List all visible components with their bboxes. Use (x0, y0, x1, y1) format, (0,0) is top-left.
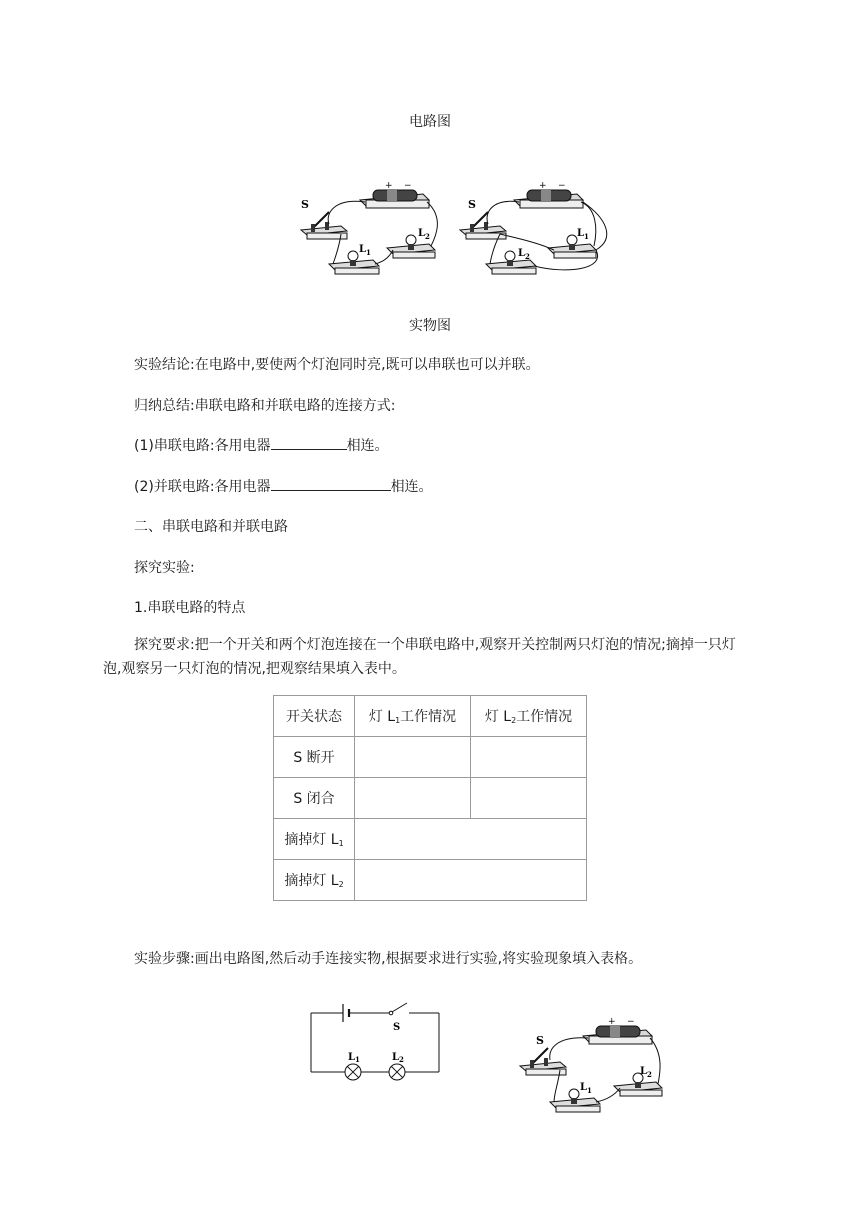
requirement-paragraph: 探究要求:把一个开关和两个灯泡连接在一个串联电路中,观察开关控制两只灯泡的情况;摘掉一只灯泡,观察另一只灯泡的情况,把观察结果填入表中。 (103, 637, 736, 677)
table-row (274, 860, 587, 901)
lamp1-label-2: $L_1$ (577, 228, 589, 241)
circuit-diagram-caption: 电路图 (409, 114, 451, 130)
cell-remove-l2-result[interactable] (355, 860, 587, 901)
row-switch-closed: S 闭合 (274, 778, 355, 819)
cell-remove-l1-result[interactable] (355, 819, 587, 860)
parallel-fill-line (134, 476, 433, 496)
schematic-l1-label: $L_1$ (348, 1052, 360, 1064)
schematic-switch-label: S (393, 1022, 401, 1033)
lamp2-label-3: $L_2$ (640, 1066, 652, 1079)
header-l2-status: 灯 $L_2$工作情况 (471, 696, 587, 737)
battery-plus-label-2: + (539, 181, 547, 191)
header-l1-status: 灯 $L_1$工作情况 (355, 696, 471, 737)
physical-diagram-caption: 实物图 (409, 318, 451, 334)
table-header-row (274, 696, 587, 737)
schematic-l2-label: $L_2$ (392, 1052, 404, 1064)
switch-label-3: S (536, 1034, 544, 1047)
lamp1-label: $L_1$ (359, 244, 371, 257)
experiment-conclusion: 实验结论:在电路中,要使两个灯泡同时亮,既可以串联也可以并联。 (134, 357, 540, 373)
switch-label-2: S (468, 198, 476, 211)
table-row (274, 778, 587, 819)
explore-heading: 探究实验: (134, 560, 195, 576)
battery-plus-label-3: + (608, 1017, 616, 1027)
series-schematic-diagram (305, 1000, 445, 1086)
lamp2-label-2: $L_2$ (518, 248, 530, 261)
observation-table (273, 695, 587, 901)
cell-open-l1[interactable] (355, 737, 471, 778)
parallel-answer-blank[interactable] (271, 476, 391, 491)
battery-plus-label: + (385, 181, 393, 191)
cell-closed-l1[interactable] (355, 778, 471, 819)
cell-open-l2[interactable] (471, 737, 587, 778)
battery-minus-label: − (404, 181, 412, 191)
series-prefix: (1)串联电路:各用电器 (134, 438, 271, 454)
lamp1-label-3: $L_1$ (580, 1082, 592, 1095)
cell-closed-l2[interactable] (471, 778, 587, 819)
series-suffix: 相连。 (346, 438, 389, 454)
battery-minus-label-3: − (627, 1017, 635, 1027)
parallel-suffix: 相连。 (390, 479, 433, 495)
table-row (274, 819, 587, 860)
sub-heading: 1.串联电路的特点 (134, 600, 246, 616)
parallel-prefix: (2)并联电路:各用电器 (134, 479, 271, 495)
row-switch-open: S 断开 (274, 737, 355, 778)
series-fill-line (134, 435, 389, 455)
series-physical-illustration-2 (518, 1014, 666, 1122)
lamp2-label: $L_2$ (418, 228, 430, 241)
battery-minus-label-2: − (558, 181, 566, 191)
row-remove-l2: 摘掉灯 $L_2$ (274, 860, 355, 901)
series-physical-illustration (295, 178, 443, 286)
experiment-steps: 实验步骤:画出电路图,然后动手连接实物,根据要求进行实验,将实验现象填入表格。 (134, 951, 643, 967)
summary-line: 归纳总结:串联电路和并联电路的连接方式: (134, 398, 396, 414)
header-switch-state: 开关状态 (274, 696, 355, 737)
switch-lever (392, 1003, 407, 1012)
table-row (274, 737, 587, 778)
series-answer-blank[interactable] (271, 435, 347, 450)
section-heading: 二、串联电路和并联电路 (134, 519, 288, 535)
switch-label: S (301, 198, 309, 211)
parallel-physical-illustration (456, 178, 632, 286)
row-remove-l1: 摘掉灯 $L_1$ (274, 819, 355, 860)
